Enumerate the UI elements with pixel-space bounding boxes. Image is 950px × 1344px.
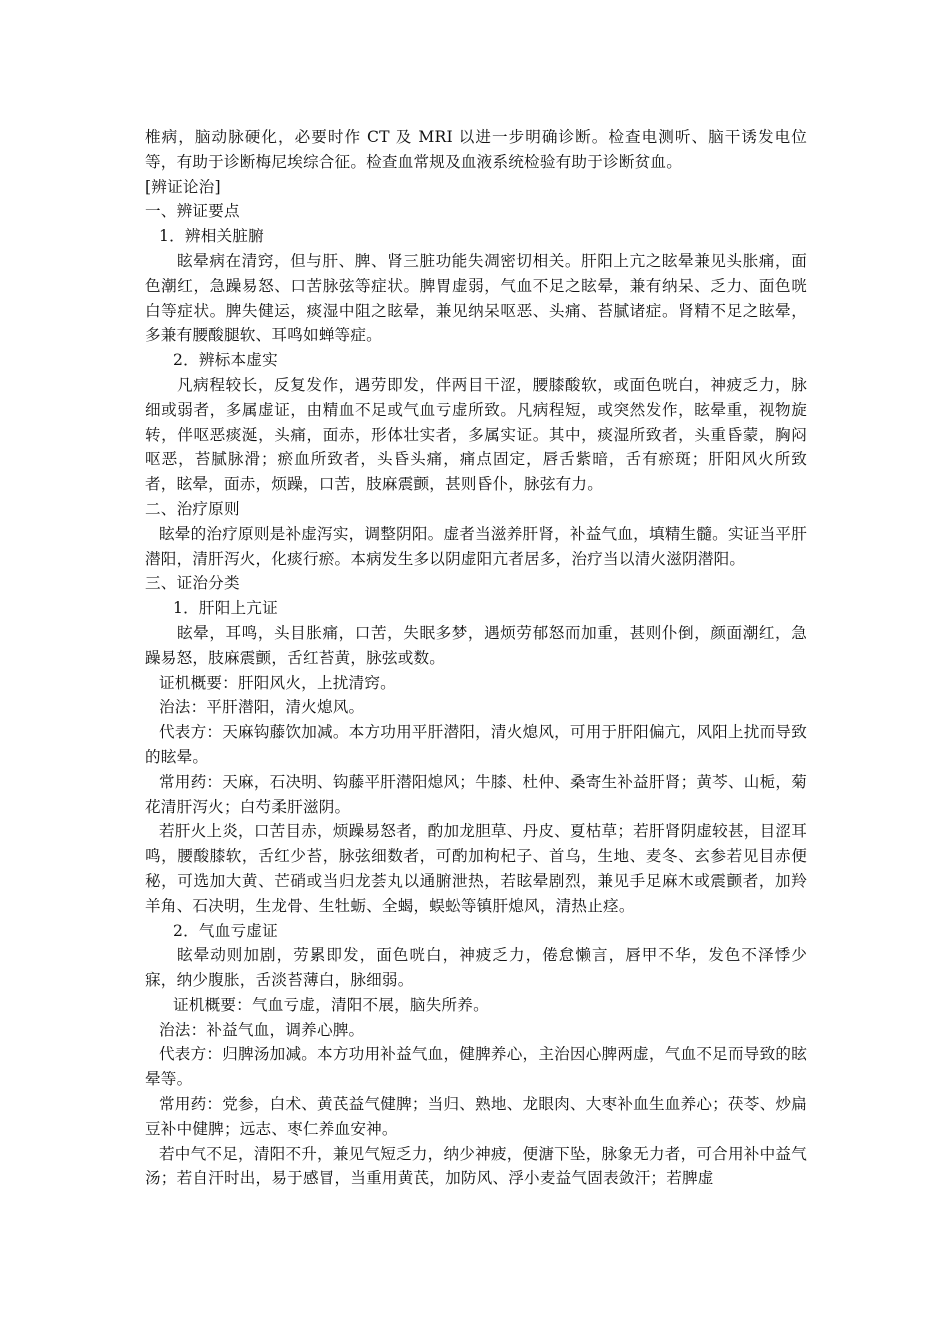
paragraph-qi-blood-herbs: 常用药：党参，白术、黄芪益气健脾；当归、熟地、龙眼肉、大枣补血生血养心；茯苓、炒扁豆补中健脾；远志、枣仁养血安神。 [145, 1095, 807, 1138]
heading-treatment-principle: 二、治疗原则 [145, 499, 240, 518]
paragraph-liver-yang-formula: 代表方：天麻钩藤饮加减。本方功用平肝潜阳，清火熄风，可用于肝阳偏亢，风阳上扰而导致的眩晕。 [145, 723, 807, 766]
paragraph-qi-blood-method: 治法：补益气血，调养心脾。 [159, 1020, 365, 1039]
section-heading-syndrome-differentiation: [辨证论治] [145, 177, 221, 196]
paragraph-liver-yang-symptoms: 眩晕，耳鸣，头目胀痛，口苦，失眠多梦，遇烦劳郁怒而加重，甚则仆倒，颜面潮红，急躁易怒，肢麻震颤，舌红苔黄，脉弦或数。 [145, 623, 807, 667]
subheading-related-organs: 1．辨相关脏腑 [159, 227, 264, 246]
document-page [145, 125, 807, 1191]
paragraph-liver-yang-modifications: 若肝火上炎，口苦目赤，烦躁易怒者，酌加龙胆草、丹皮、夏枯草；若肝肾阴虚较甚，目涩耳鸣，腰酸膝软，舌红少苔，脉弦细数者，可酌加枸杞子、首乌，生地、麦冬、玄参若见目赤便秘，可选加大黄、芒硝或当归龙荟丸以通腑泄热，若眩晕剧烈，兼见手足麻木或震颤者，加羚羊角、石决明，生龙骨、生牡蛎、全蝎，蜈蚣等镇肝熄风，清热止痉。 [145, 822, 807, 915]
paragraph-qi-blood-mechanism: 证机概要：气血亏虚，清阳不展，脑失所养。 [173, 995, 489, 1014]
paragraph-qi-blood-formula: 代表方：归脾汤加减。本方功用补益气血，健脾养心，主治因心脾两虚，气血不足而导致的眩晕等。 [145, 1045, 807, 1089]
paragraph-liver-yang-mechanism: 证机概要：肝阳风火，上扰清窍。 [159, 673, 396, 692]
subheading-qi-blood: 2．气血亏虚证 [173, 921, 278, 940]
paragraph-qi-blood-symptoms: 眩晕动则加剧，劳累即发，面色咣白，神疲乏力，倦怠懒言，唇甲不华，发色不泽悸少寐，纳少腹胀，舌淡苔薄白，脉细弱。 [145, 946, 807, 990]
paragraph-diagnosis-tests: 椎病，脑动脉硬化，必要时作 CT 及 MRI 以进一步明确诊断。检查电测听、脑干诱发电位等，有助于诊断梅尼埃综合征。检查血常规及血液系统检验有助于诊断贫血。 [145, 128, 807, 171]
paragraph-related-organs: 眩晕病在清窍，但与肝、脾、肾三脏功能失凋密切相关。肝阳上亢之眩晕兼见头胀痛，面色潮红，急躁易怒、口苦脉弦等症状。脾胃虚弱，气血不足之眩晕，兼有纳呆、乏力、面色咣白等症状。脾失健运，痰湿中阻之眩晕，兼见纳呆呕恶、头痛、苔腻诸症。肾精不足之眩晕，多兼有腰酸腿软、耳鸣如蝉等症。 [145, 251, 807, 345]
paragraph-liver-yang-method: 治法：平肝潜阳，清火熄风。 [159, 698, 365, 717]
subheading-deficiency-excess: 2．辨标本虚实 [173, 351, 278, 370]
subheading-liver-yang: 1．肝阳上亢证 [173, 599, 278, 618]
paragraph-treatment-principle: 眩晕的治疗原则是补虚泻实，调整阴阳。虚者当滋养肝肾，补益气血，填精生髓。实证当平肝潜阳，清肝泻火，化痰行瘀。本病发生多以阴虚阳亢者居多，治疗当以清火滋阴潜阳。 [145, 524, 807, 568]
paragraph-liver-yang-herbs: 常用药：天麻，石决明、钩藤平肝潜阳熄风；牛膝、杜仲、桑寄生补益肝肾；黄芩、山栀，菊花清肝泻火；白芍柔肝滋阴。 [145, 772, 807, 816]
heading-syndrome-classification: 三、证治分类 [145, 574, 240, 593]
paragraph-deficiency-excess: 凡病程较长，反复发作，遇劳即发，伴两目干涩，腰膝酸软，或面色咣白，神疲乏力，脉细或弱者，多属虚证，由精血不足或气血亏虚所致。凡病程短，或突然发作，眩晕重，视物旋转，伴呕恶痰涎，头痛，面赤，形体壮实者，多属实证。其中，痰湿所致者，头重昏蒙，胸闷呕恶，苔腻脉滑；瘀血所致者，头昏头痛，痛点固定，唇舌紫暗，舌有瘀斑；肝阳风火所致者，眩晕，面赤，烦躁，口苦，肢麻震颤，甚则昏仆，脉弦有力。 [145, 375, 807, 494]
heading-key-points: 一、辨证要点 [145, 202, 240, 221]
paragraph-qi-blood-modifications: 若中气不足，清阳不升，兼见气短乏力，纳少神疲，便溏下坠，脉象无力者，可合用补中益气汤；若自汗时出，易于感冒，当重用黄芪，加防风、浮小麦益气固表敛汗；若脾虚 [145, 1144, 807, 1188]
